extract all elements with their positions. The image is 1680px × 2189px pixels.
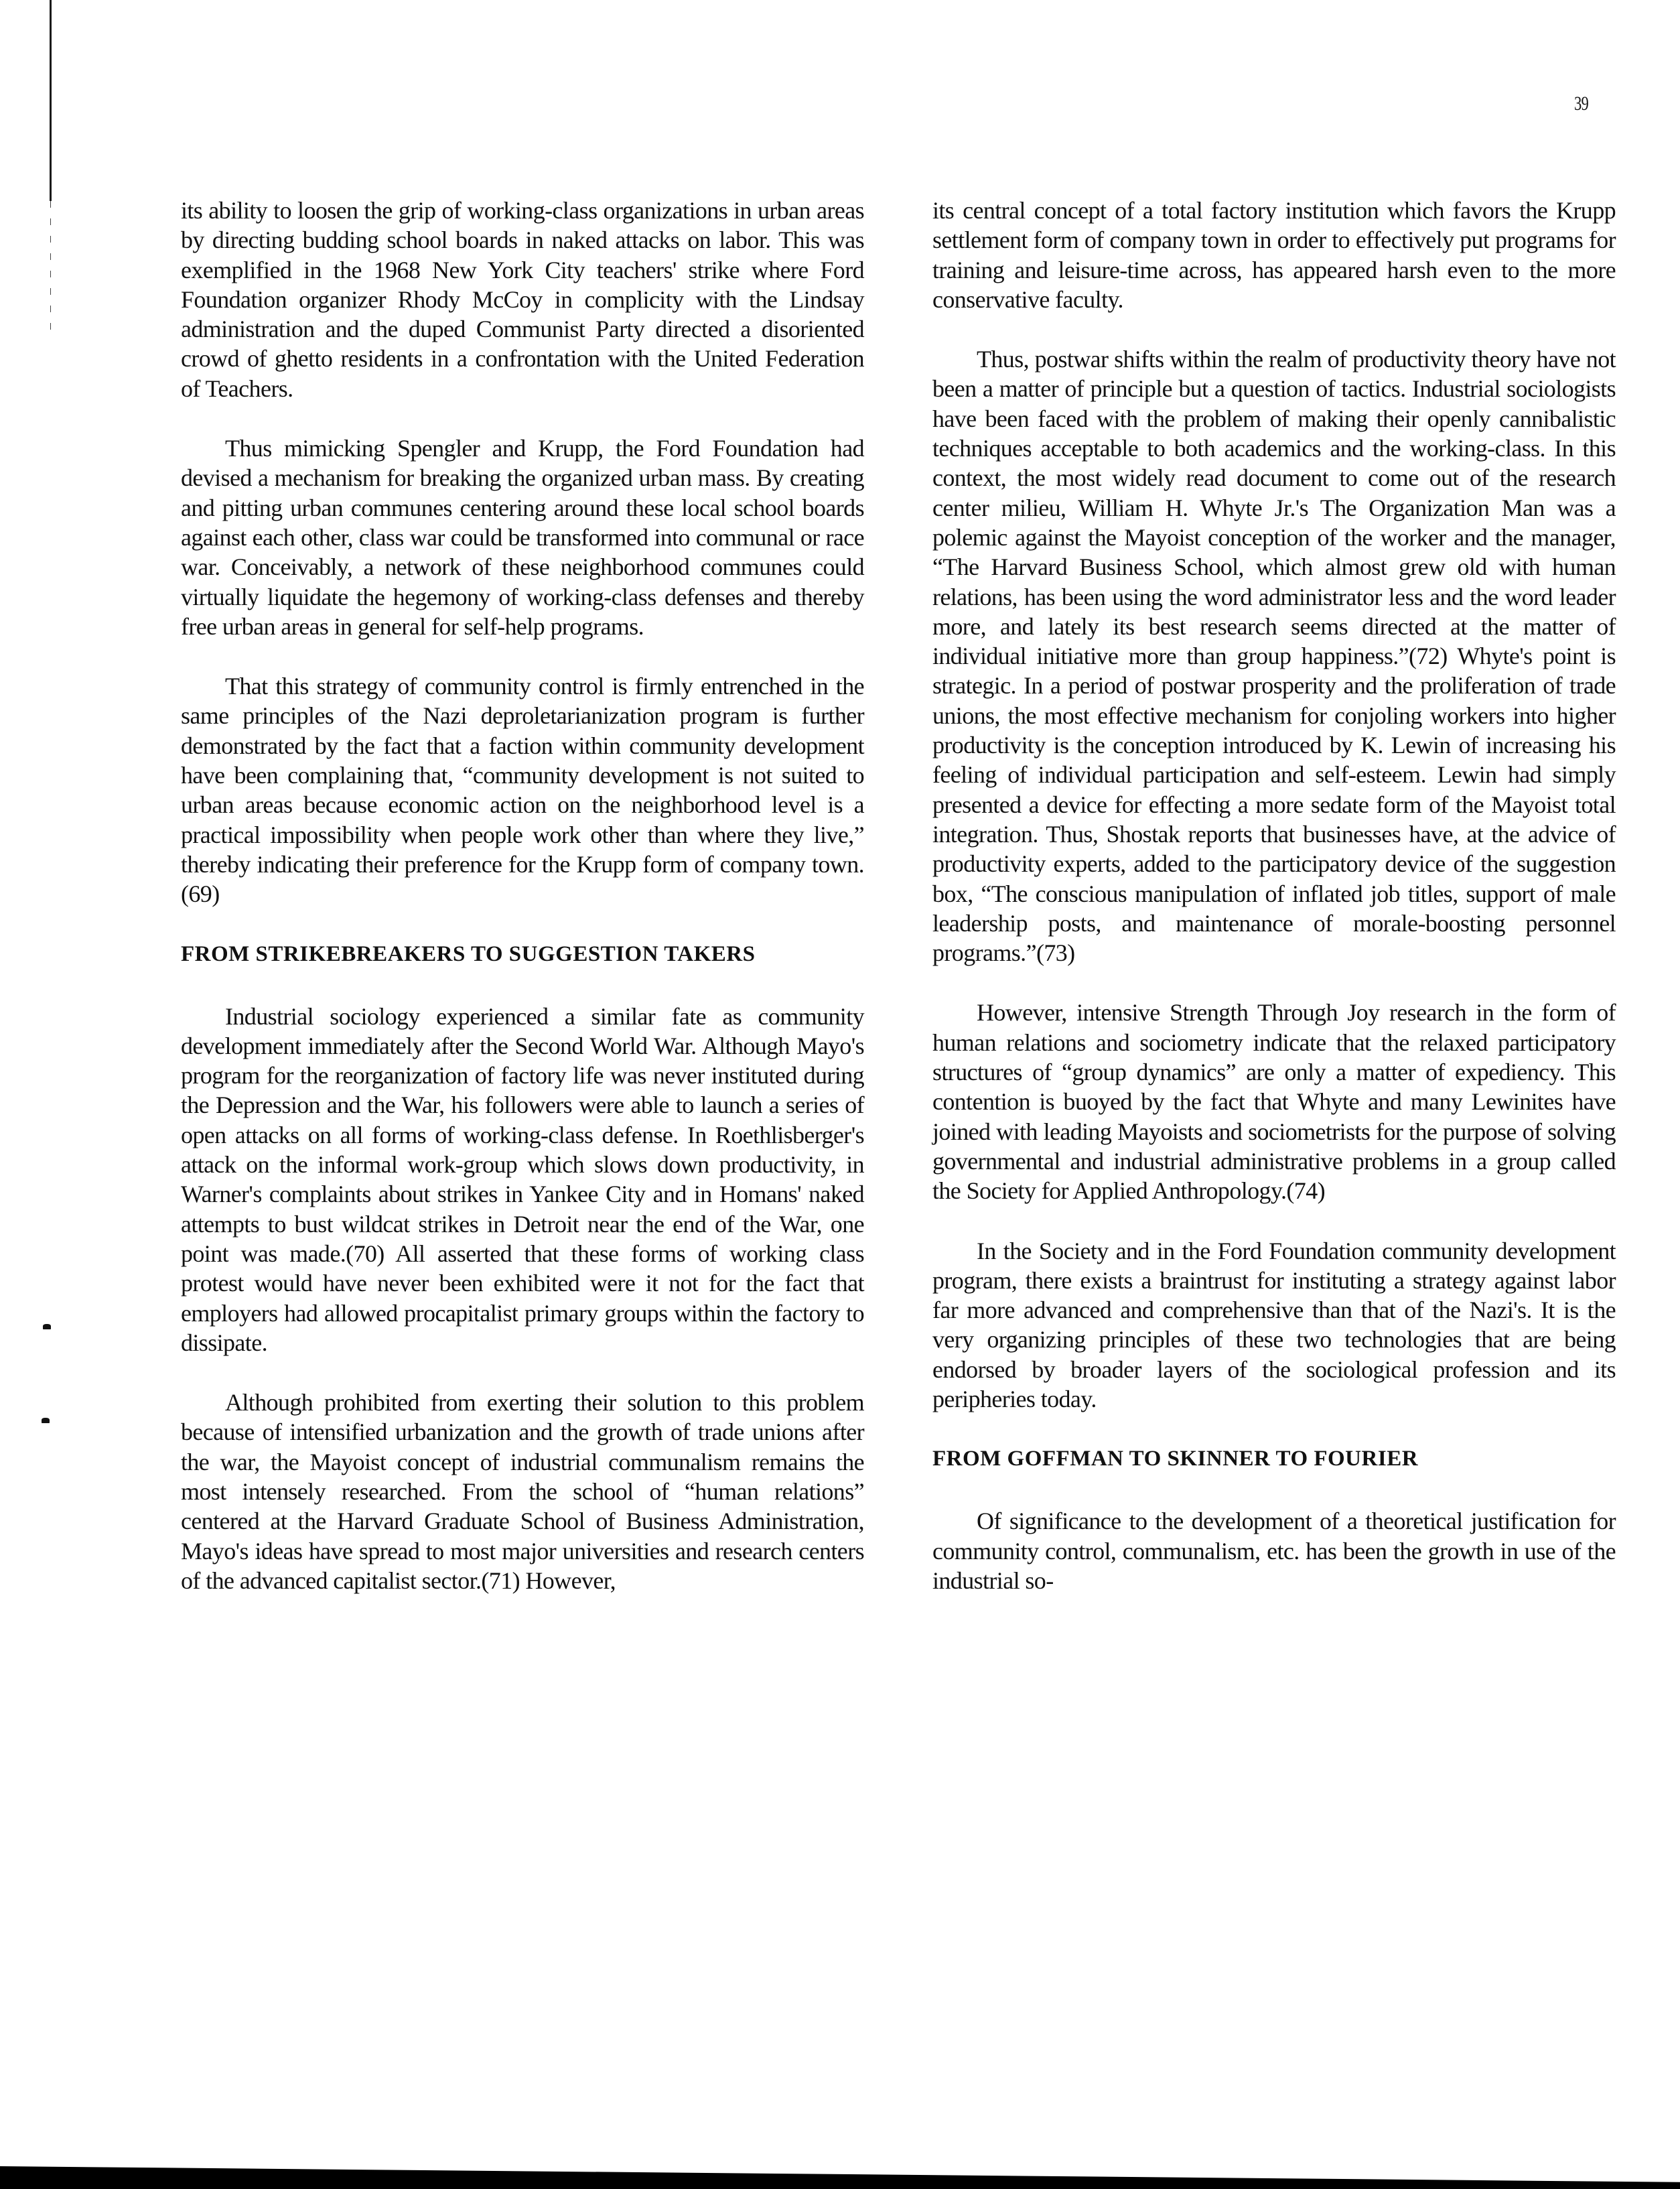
page-number: 39: [1574, 92, 1588, 115]
paragraph: In the Society and in the Ford Foundation community development program, there exists a braintrust for instituting a strategy against labor far more advanced and comprehensive than that of the Nazi's. It is the very organizing principles of these two technologies that are being endorsed by broader layers of the sociological profession and its peripheries today.: [932, 1237, 1616, 1412]
left-column: [181, 196, 864, 1626]
scan-binding-edge-faint: [50, 201, 51, 335]
paragraph: However, intensive Strength Through Joy research in the form of human relations and sociometry indicate that the relaxed participatory structures of “group dynamics” are only a matter of expediency. This contention is buoyed by the fact that Whyte and many Lewinites have joined with leading Mayoists and sociometrists for the purpose of solving governmental and industrial administrative problems in a group called the Society for Applied Anthropology.(74): [932, 999, 1616, 1205]
paragraph: its ability to loosen the grip of working-class organizations in urban areas by directing budding school boards in naked attacks on labor. This was exemplified in the 1968 New York City teachers' strike where Ford Foundation organizer Rhody McCoy in complicity with the Lindsay administration and the duped Communist Party directed a disoriented crowd of ghetto residents in a confrontation with the United Federation of Teachers.: [181, 197, 864, 402]
scan-bottom-edge: [0, 2166, 1680, 2189]
margin-mark: [42, 1418, 50, 1423]
paragraph: Of significance to the development of a theoretical justification for community control, communalism, etc. has been the growth in use of the industrial so-: [932, 1508, 1616, 1594]
paragraph: That this strategy of community control is firmly entrenched in the same principles of the Nazi deproletarianization program is further demonstrated by the fact that a faction within community development have been complaining that, “community development is not suited to urban areas because economic action on the neighborhood level is a practical impossibility when people work other than where they live,” thereby indicating their preference for the Krupp form of company town.(69): [181, 673, 864, 908]
section-heading: FROM STRIKEBREAKERS TO SUGGESTION TAKERS: [181, 941, 756, 966]
scan-binding-edge: [50, 0, 52, 201]
paragraph: its central concept of a total factory institution which favors the Krupp settlement form of company town in order to effectively put programs for training and leisure-time across, has appeared harsh even to the more conservative faculty.: [932, 197, 1616, 313]
paragraph: Thus, postwar shifts within the realm of productivity theory have not been a matter of principle but a question of tactics. Industrial sociologists have been faced with the problem of making their openly cannibalistic techniques acceptable to both academics and the working-class. In this context, the most widely read document to come out of the research center milieu, William H. Whyte Jr.'s The Organization Man was a polemic against the Mayoist conception of the worker and the manager, “The Harvard Business School, which almost grew old with human relations, has been using the word administrator less and the word leader more, and lately its best research seems directed at the matter of individual initiative more than group happiness.”(72) Whyte's point is strategic. In a period of postwar prosperity and the proliferation of trade unions, the most effective mechanism for conjoling workers into higher productivity is the conception introduced by K. Lewin of increasing his feeling of individual participation and self-esteem. Lewin had simply presented a device for effecting a more sedate form of the Mayoist total integration. Thus, Shostak reports that businesses have, at the advice of productivity experts, added to the participatory device of the suggestion box, “The conscious manipulation of inflated job titles, support of male leadership posts, and maintenance of morale-boosting personnel programs.”(73): [932, 346, 1616, 967]
margin-mark: [43, 1324, 51, 1329]
paragraph: Although prohibited from exerting their solution to this problem because of intensified urbanization and the growth of trade unions after the war, the Mayoist concept of industrial communalism remains the most intensely researched. From the school of “human relations” centered at the Harvard Graduate School of Business Administration, Mayo's ideas have spread to most major universities and research centers of the advanced capitalist sector.(71) However,: [181, 1389, 864, 1594]
section-heading: FROM GOFFMAN TO SKINNER TO FOURIER: [932, 1447, 1419, 1471]
paragraph: Thus mimicking Spengler and Krupp, the Ford Foundation had devised a mechanism for breaking the organized urban mass. By creating and pitting urban communes centering around these local school boards against each other, class war could be transformed into communal or race war. Conceivably, a network of these neighborhood communes could virtually liquidate the hegemony of working-class defenses and thereby free urban areas in general for self-help programs.: [181, 435, 864, 640]
right-column: [932, 196, 1616, 1626]
paragraph: Industrial sociology experienced a similar fate as community development immediately after the Second World War. Although Mayo's program for the reorganization of factory life was never instituted during the Depression and the War, his followers were able to launch a series of open attacks on all forms of working-class defense. In Roethlisberger's attack on the informal work-group which slows down productivity, in Warner's complaints about strikes in Yankee City and in Homans' naked attempts to bust wildcat strikes in Detroit near the end of the War, one point was made.(70) All asserted that these forms of working class protest would have never been exhibited were it not for the fact that employers had allowed procapitalist primary groups within the factory to dissipate.: [181, 1002, 864, 1356]
